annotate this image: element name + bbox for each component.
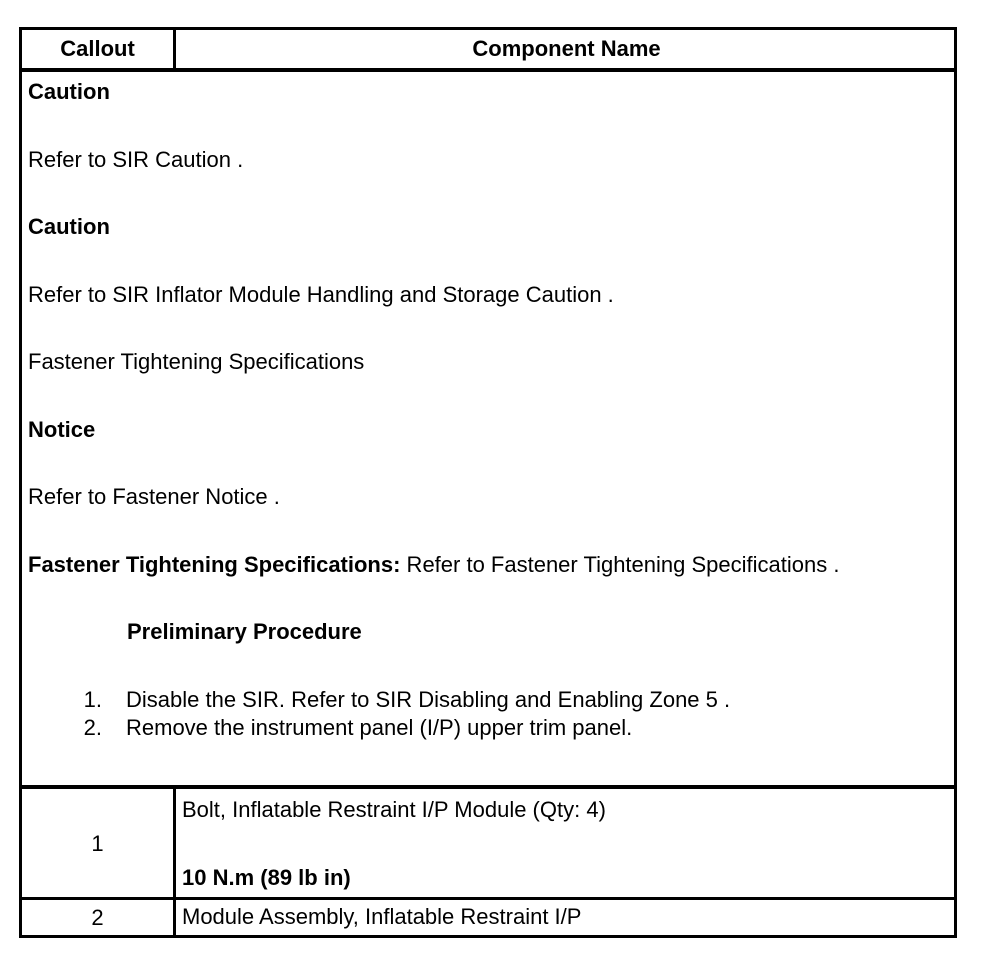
fastener-spec-paragraph (28, 552, 839, 578)
notice-text: Refer to Fastener Notice . (28, 484, 280, 509)
row-1-spec: 10 N.m (89 lb in) (182, 865, 351, 890)
row-1-callout: 1 (91, 831, 104, 856)
row-1-name: Bolt, Inflatable Restraint I/P Module (Qty: 4) (182, 797, 606, 822)
header-divider (173, 30, 176, 68)
step-number: 2. (83, 715, 102, 740)
caution-title: Caution (28, 79, 110, 104)
row-2-callout: 2 (91, 904, 104, 930)
row-1-name-cell (176, 789, 957, 899)
caution-title-2: Caution (28, 214, 110, 239)
preliminary-title: Preliminary Procedure (127, 619, 362, 644)
step-text: Remove the instrument panel (I/P) upper trim panel. (126, 715, 633, 740)
row-2-name-cell (176, 900, 957, 935)
fastener-spec-line: Fastener Tightening Specifications (28, 349, 365, 374)
component-table (19, 27, 957, 938)
callout-header: Callout (60, 36, 135, 61)
row-2-name: Module Assembly, Inflatable Restraint I/P (182, 904, 582, 929)
fastener-spec-label: Fastener Tightening Specifications: (28, 552, 401, 577)
caution-text: Refer to SIR Caution . (28, 147, 244, 172)
step-number: 1. (83, 687, 102, 712)
caution-text-2: Refer to SIR Inflator Module Handling and Storage Caution . (28, 282, 614, 307)
fastener-spec-text: Refer to Fastener Tightening Specifications . (400, 552, 840, 577)
component-name-header: Component Name (472, 36, 661, 61)
step-text: Disable the SIR. Refer to SIR Disabling and Enabling Zone 5 . (126, 687, 731, 712)
notice-title: Notice (28, 417, 96, 442)
notes-block (22, 72, 957, 787)
